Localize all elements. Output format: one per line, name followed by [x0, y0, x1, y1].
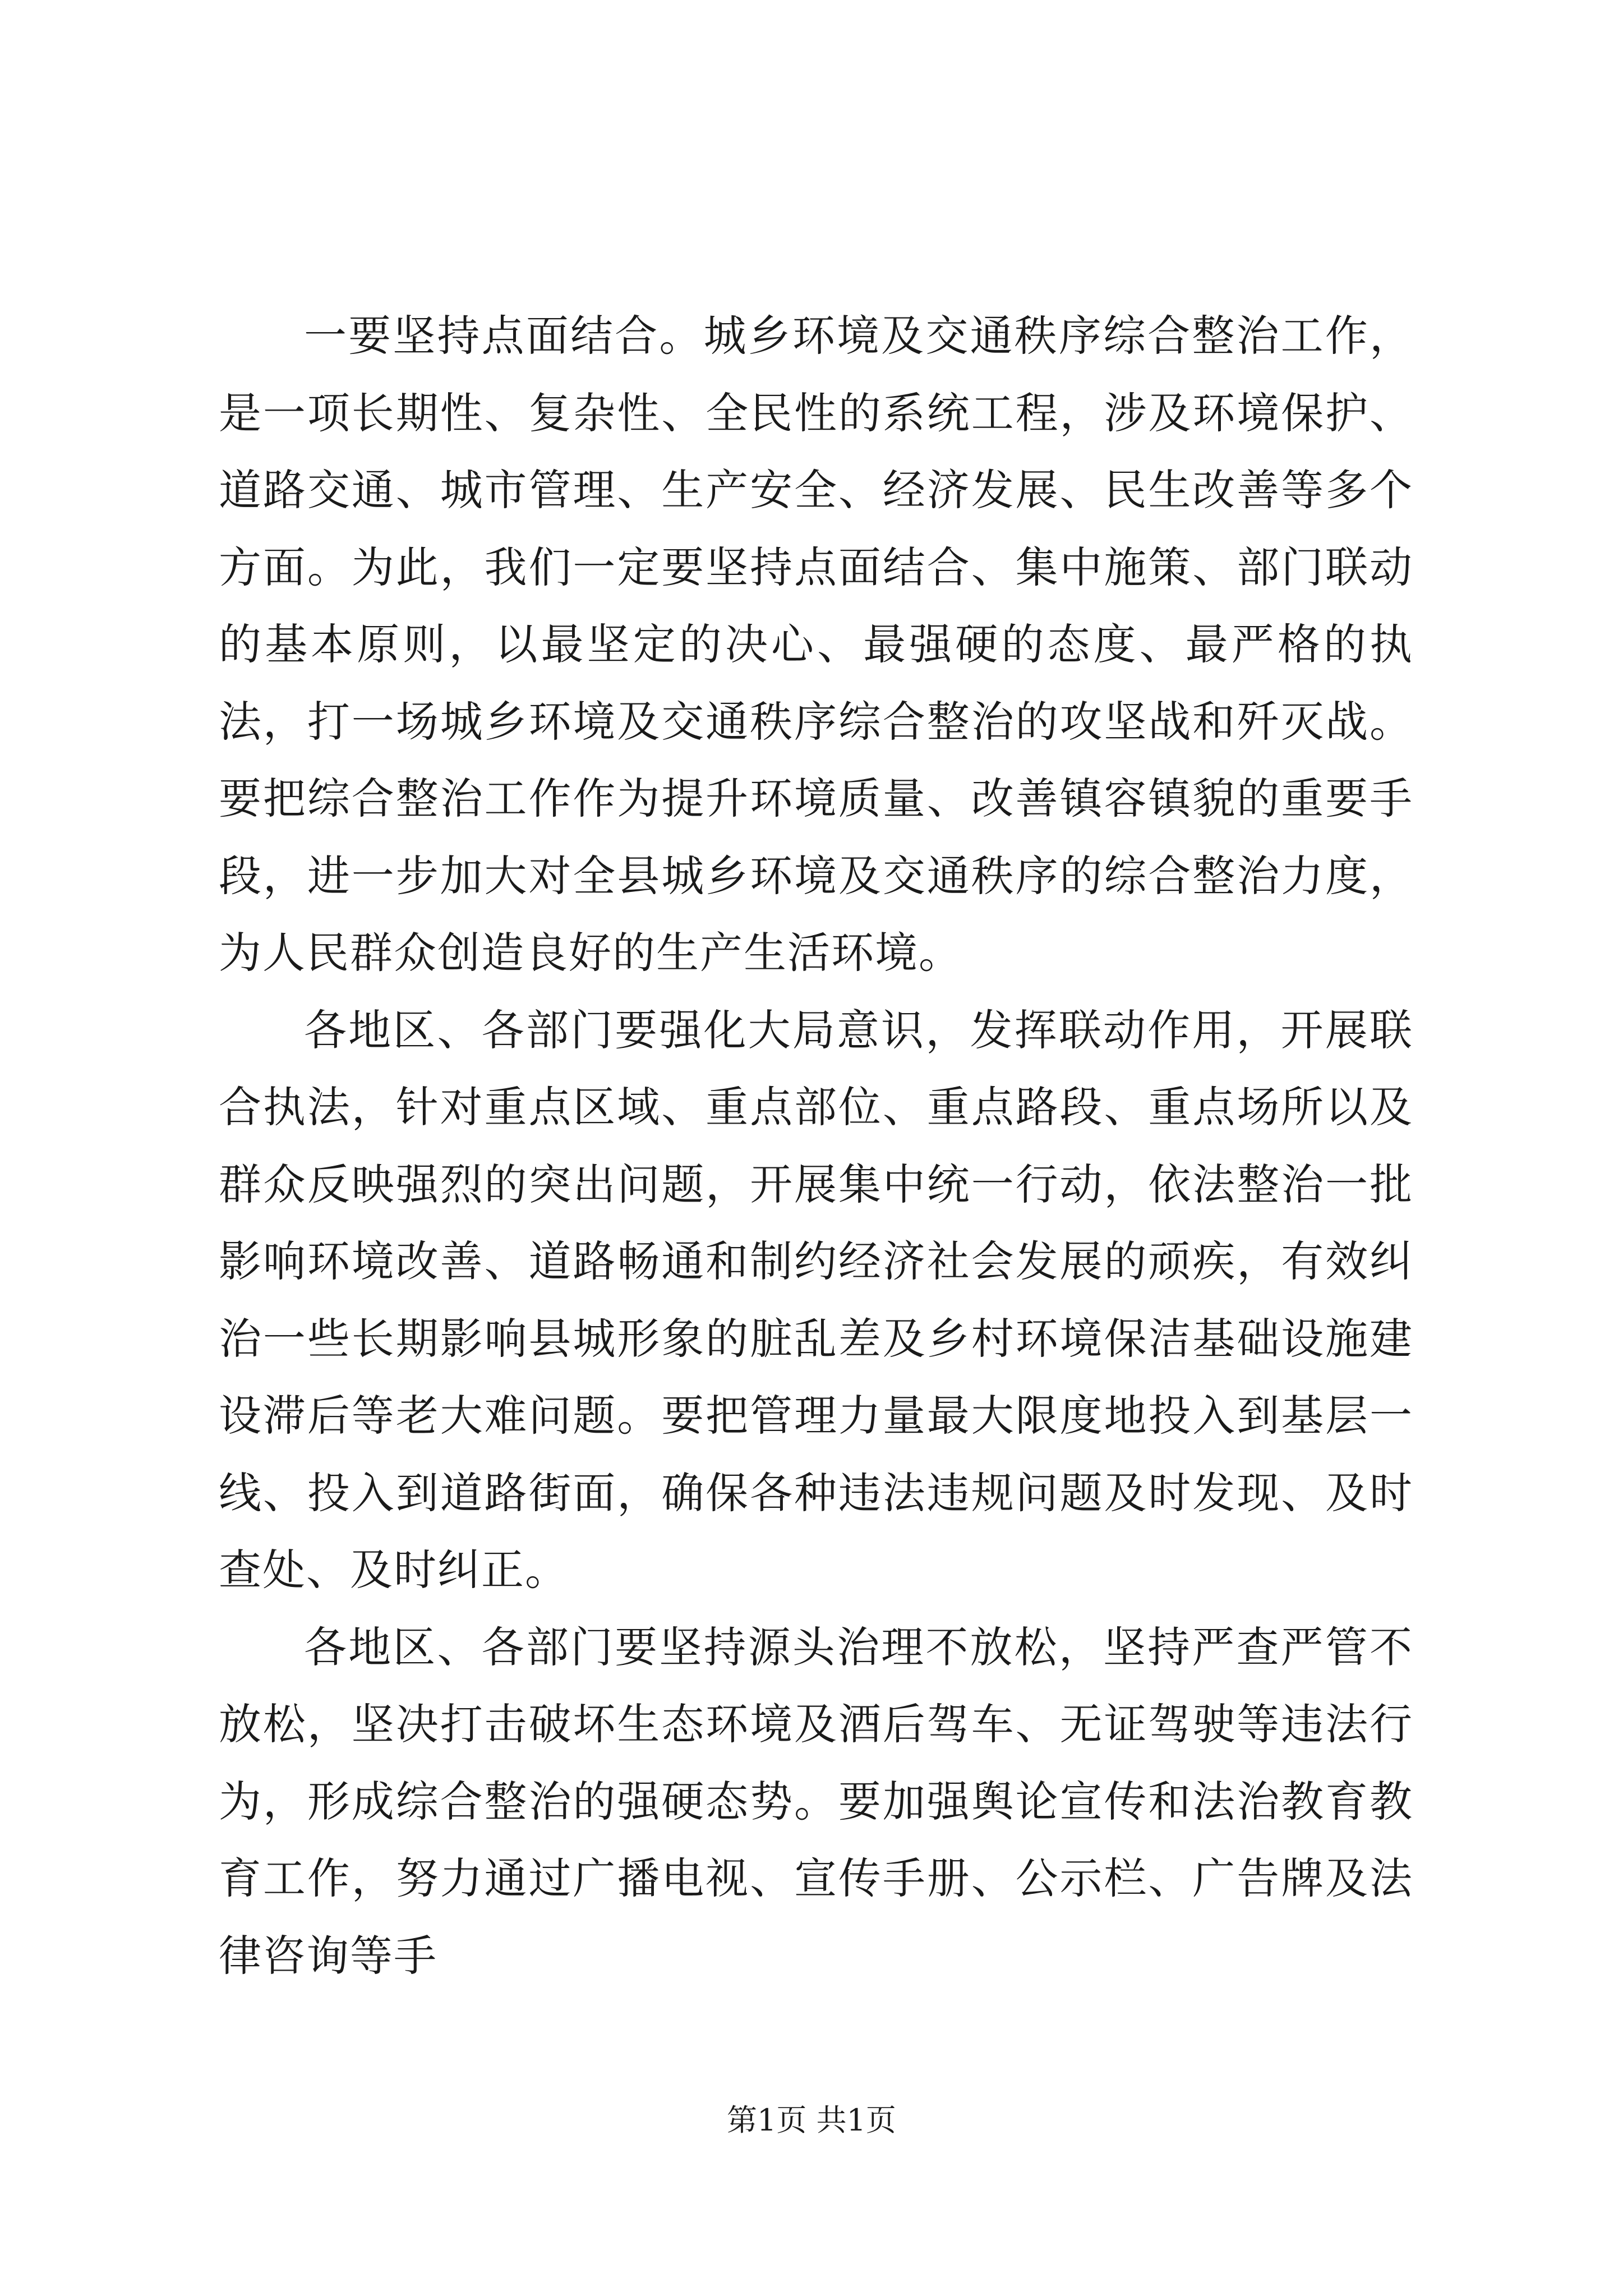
- paragraph-2: 各地区、各部门要强化大局意识，发挥联动作用，开展联合执法，针对重点区域、重点部位、重点路段、重点场所以及群众反映强烈的突出问题，开展集中统一行动，依法整治一批影响环境改善、道路畅通和制约经济社会发展的顽疾，有效纠治一些长期影响县城形象的脏乱差及乡村环境保洁基础设施建设滞后等老大难问题。要把管理力量最大限度地投入到基层一线、投入到道路街面，确保各种违法违规问题及时发现、及时查处、及时纠正。: [219, 1005, 1413, 1595]
- paragraph-1: 一要坚持点面结合。城乡环境及交通秩序综合整治工作，是一项长期性、复杂性、全民性的系统工程，涉及环境保护、道路交通、城市管理、生产安全、经济发展、民生改善等多个方面。为此，我们一定要坚持点面结合、集中施策、部门联动的基本原则，以最坚定的决心、最强硬的态度、最严格的执法，打一场城乡环境及交通秩序综合整治的攻坚战和歼灭战。要把综合整治工作作为提升环境质量、改善镇容镇貌的重要手段，进一步加大对全县城乡环境及交通秩序的综合整治力度，为人民群众创造良好的生产生活环境。: [219, 311, 1413, 978]
- document-body: [219, 297, 1413, 1994]
- page-footer: 第1页 共1页: [727, 2102, 896, 2138]
- paragraph-3: 各地区、各部门要坚持源头治理不放松，坚持严查严管不放松，坚决打击破坏生态环境及酒后驾车、无证驾驶等违法行为，形成综合整治的强硬态势。要加强舆论宣传和法治教育教育工作，努力通过广播电视、宣传手册、公示栏、广告牌及法律咨询等手: [219, 1622, 1413, 1981]
